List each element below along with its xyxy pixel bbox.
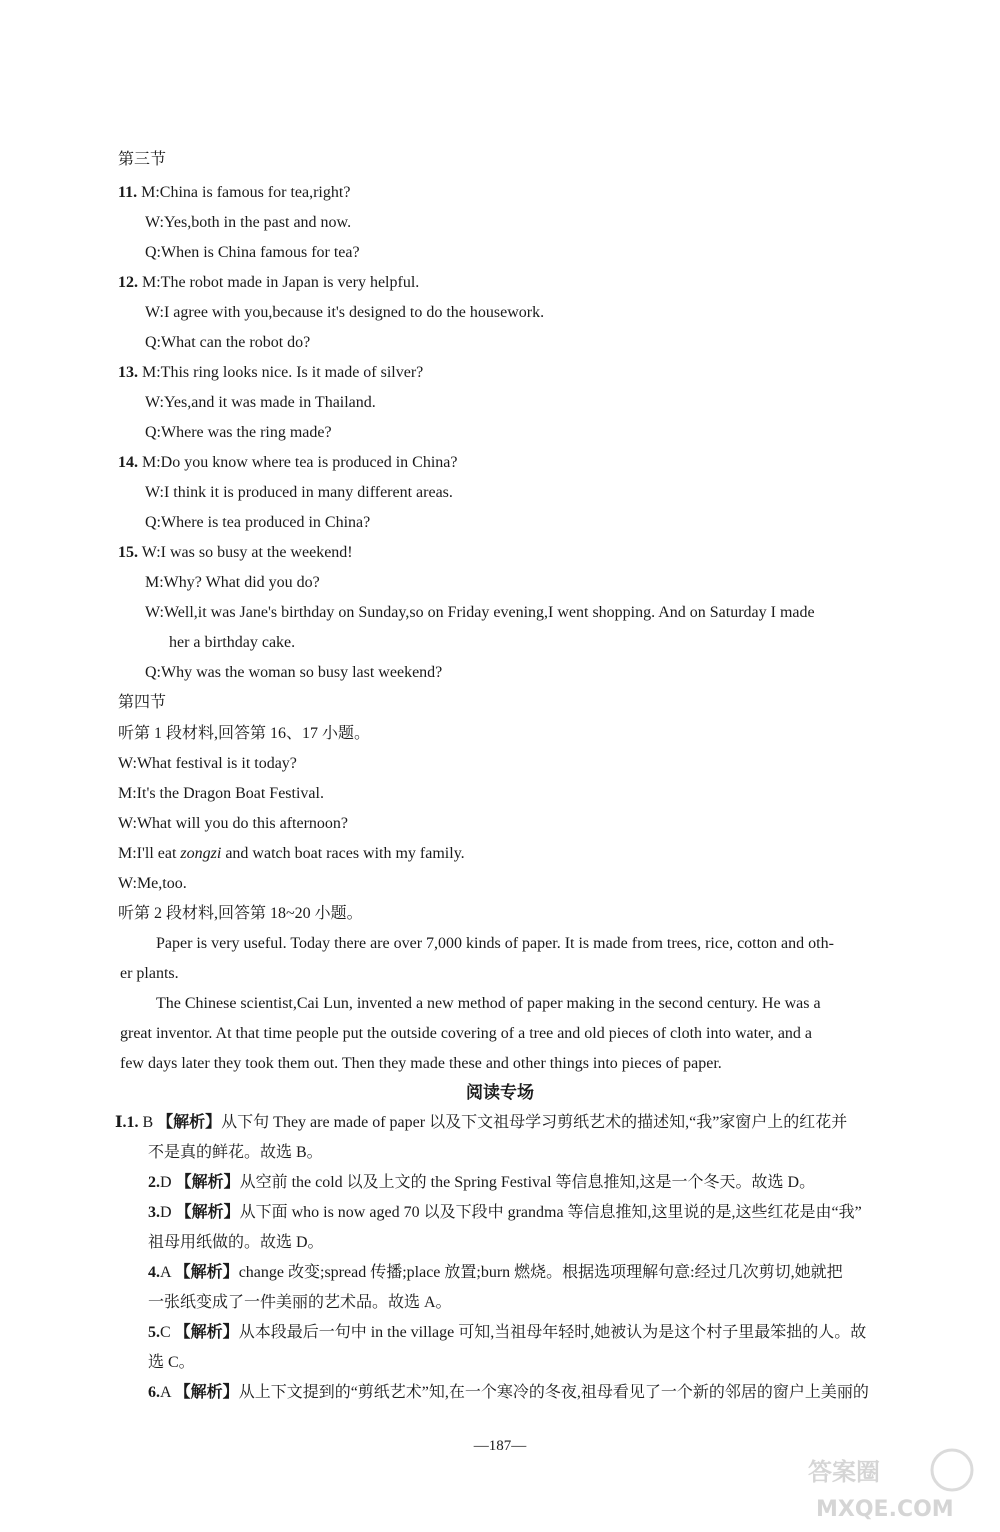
- analysis-tag: 【解析】: [175, 1174, 240, 1191]
- analysis-tag: 【解析】: [175, 1204, 240, 1221]
- watermark-logo: [802, 1444, 982, 1526]
- instruction-line: 听第 2 段材料,回答第 18~20 小题。: [118, 905, 363, 922]
- reading-heading: 阅读专场: [466, 1083, 534, 1102]
- analysis-tag: 【解析】: [174, 1384, 239, 1401]
- question-number: 11.: [118, 184, 138, 201]
- question-line: [118, 452, 457, 474]
- text-fragment: and watch boat races with my family.: [221, 845, 465, 862]
- dialogue-line: M:China is famous for tea,right?: [141, 184, 351, 201]
- answer-line: [115, 1112, 847, 1134]
- analysis-text: 选 C。: [148, 1354, 195, 1371]
- answer-line: [148, 1202, 862, 1224]
- dialogue-line: W:What will you do this afternoon?: [118, 815, 349, 832]
- dialogue-line: Q:What can the robot do?: [145, 334, 311, 351]
- passage-line: The Chinese scientist,Cai Lun, invented a new method of paper making in the second century. He was a: [156, 995, 821, 1012]
- answer-line: [148, 1382, 869, 1404]
- dialogue-line: Q:Where is tea produced in China?: [145, 514, 371, 531]
- answer-number: 4.: [148, 1264, 160, 1281]
- dialogue-line: W:What festival is it today?: [118, 755, 297, 772]
- analysis-tag: 【解析】: [157, 1114, 222, 1131]
- answer-line: [148, 1262, 843, 1284]
- dialogue-line: Q:Where was the ring made?: [145, 424, 332, 441]
- answer-number: 5.: [148, 1324, 160, 1341]
- dialogue-line: her a birthday cake.: [169, 634, 296, 651]
- dialogue-line: M:It's the Dragon Boat Festival.: [118, 785, 324, 802]
- dialogue-line: W:Yes,and it was made in Thailand.: [145, 394, 376, 411]
- dialogue-line: W:Me,too.: [118, 875, 187, 892]
- svg-text:MXQE.COM: MXQE.COM: [816, 1497, 954, 1522]
- analysis-tag: 【解析】: [174, 1264, 239, 1281]
- passage-line: er plants.: [120, 965, 179, 982]
- question-number: 12.: [118, 274, 138, 291]
- analysis-tag: 【解析】: [174, 1324, 239, 1341]
- answer-letter: A: [160, 1264, 171, 1281]
- analysis-text: 从空前 the cold 以及上文的 the Spring Festival 等信息推知,这是一个冬天。故选 D。: [239, 1174, 816, 1191]
- answer-number: 3.: [148, 1204, 160, 1221]
- analysis-text: 不是真的鲜花。故选 B。: [148, 1144, 323, 1161]
- analysis-text: change 改变;spread 传播;place 放置;burn 燃烧。根据选项理解句意:经过几次剪切,她就把: [238, 1264, 843, 1281]
- instruction-line: 听第 1 段材料,回答第 16、17 小题。: [118, 725, 371, 742]
- question-line: [118, 542, 353, 564]
- dialogue-line: W:Well,it was Jane's birthday on Sunday,so on Friday evening,I went shopping. And on Saturday I made: [145, 604, 815, 621]
- analysis-text: 从本段最后一句中 in the village 可知,当祖母年轻时,她被认为是这个村子里最笨拙的人。故: [238, 1324, 867, 1341]
- passage-line: great inventor. At that time people put the outside covering of a tree and old pieces of cloth into water, and a: [120, 1025, 813, 1042]
- dialogue-line: M:This ring looks nice. Is it made of silver?: [142, 364, 424, 381]
- dialogue-line: W:Yes,both in the past and now.: [145, 214, 352, 231]
- section-heading: 第三节: [118, 151, 167, 168]
- analysis-text: 祖母用纸做的。故选 D。: [148, 1234, 324, 1251]
- answer-line: [148, 1322, 866, 1344]
- passage-line: few days later they took them out. Then they made these and other things into pieces of paper.: [120, 1055, 722, 1072]
- italic-word: zongzi: [180, 845, 222, 862]
- question-line: [118, 182, 350, 204]
- answer-letter: B: [142, 1114, 154, 1131]
- analysis-text: 一张纸变成了一件美丽的艺术品。故选 A。: [148, 1294, 452, 1311]
- watermark-text: 答案圈: [808, 1458, 880, 1486]
- dialogue-line: W:I agree with you,because it's designed to do the housework.: [145, 304, 545, 321]
- question-number: 14.: [118, 454, 138, 471]
- question-number: 13.: [118, 364, 138, 381]
- analysis-text: 从下面 who is now aged 70 以及下段中 grandma 等信息推知,这里说的是,这些红花是由“我”: [239, 1204, 862, 1221]
- question-number: 15.: [118, 544, 138, 561]
- answer-number: 2.: [148, 1174, 160, 1191]
- answer-number: 1.: [126, 1114, 139, 1131]
- analysis-text: 从下句 They are made of paper 以及下文祖母学习剪纸艺术的描述知,“我”家窗户上的红花并: [221, 1114, 848, 1131]
- dialogue-line: [118, 843, 465, 865]
- question-line: [118, 272, 419, 294]
- section-heading: 第四节: [118, 694, 167, 711]
- answer-line: [148, 1172, 815, 1194]
- answer-letter: C: [160, 1324, 171, 1341]
- page-number: —187—: [473, 1438, 527, 1454]
- answer-letter: D: [160, 1204, 172, 1221]
- dialogue-line: W:I was so busy at the weekend!: [141, 544, 353, 561]
- dialogue-line: Q:Why was the woman so busy last weekend?: [145, 664, 443, 681]
- passage-line: Paper is very useful. Today there are over 7,000 kinds of paper. It is made from trees, rice, cotton and oth-: [156, 935, 834, 952]
- text-fragment: M:I'll eat: [118, 845, 181, 862]
- question-line: [118, 362, 423, 384]
- dialogue-line: M:Do you know where tea is produced in China?: [142, 454, 458, 471]
- dialogue-line: Q:When is China famous for tea?: [145, 244, 360, 261]
- analysis-text: 从上下文提到的“剪纸艺术”知,在一个寒冷的冬夜,祖母看见了一个新的邻居的窗户上美丽的: [238, 1384, 869, 1401]
- answer-letter: A: [160, 1384, 171, 1401]
- roman-numeral: Ⅰ.: [115, 1114, 127, 1131]
- dialogue-line: M:Why? What did you do?: [145, 574, 320, 591]
- dialogue-line: W:I think it is produced in many different areas.: [145, 484, 453, 501]
- answer-letter: D: [160, 1174, 172, 1191]
- dialogue-line: M:The robot made in Japan is very helpful.: [142, 274, 420, 291]
- answer-number: 6.: [148, 1384, 160, 1401]
